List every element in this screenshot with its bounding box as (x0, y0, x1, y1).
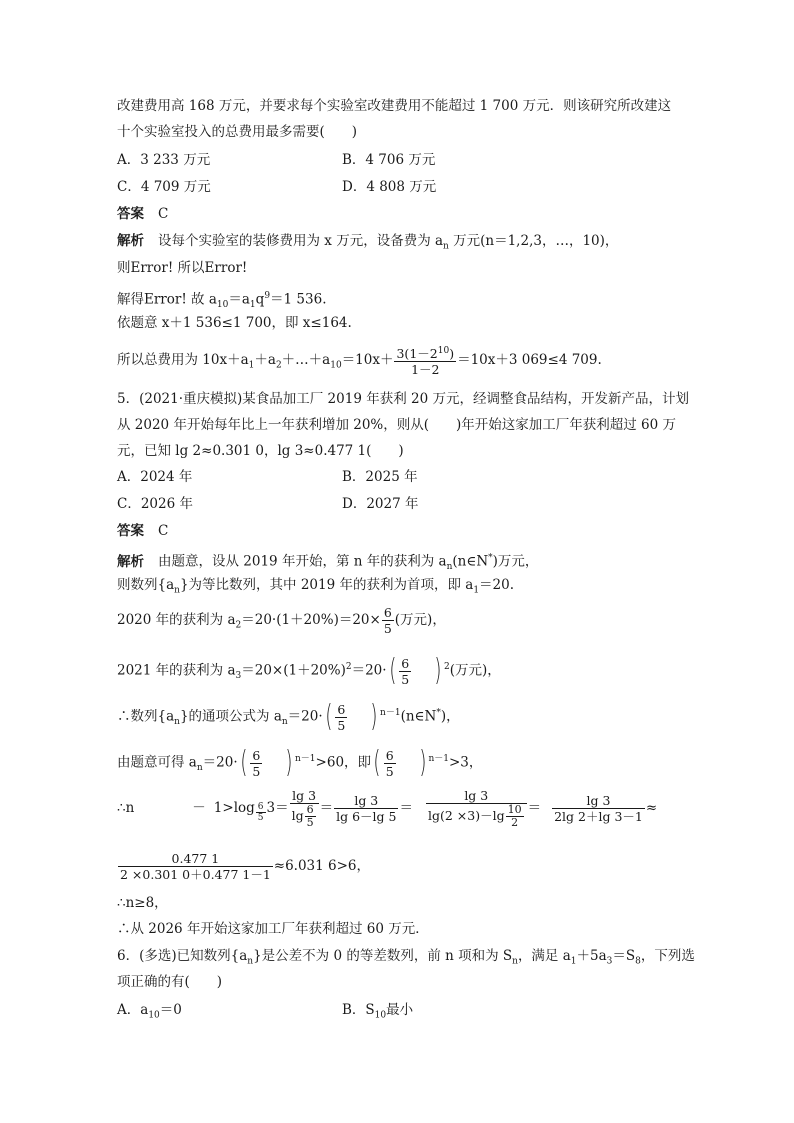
option-d: D．4 808 万元 (342, 179, 437, 195)
option-c: C．4 709 万元 (117, 179, 211, 195)
question-text: 6．(多选)已知数列$\{a_n\}$是公差不为 0 的等差数列，前 n 项和为 $S_n$，满足 $a_1+5a_3=S_8$，下列选 (117, 948, 695, 967)
option-d: D．2027 年 (342, 496, 419, 512)
fraction: $\frac{6}{5}$ (252, 747, 261, 779)
option-a: A．$a_{10}=0$ (117, 1002, 182, 1021)
option-b: B．$S_{10}$最小 (342, 1002, 414, 1021)
analysis-line: 则数列$\{a_n\}$为等比数列，其中 2019 年的获利为首项，即 $a_1=20$. (117, 577, 515, 596)
analysis-line: ∴n － 1>log $\frac{6}{5}$ 3＝ lg 3 lg $\frac{6}{5}$ ＝ $\frac{\lg 3}{\lg 6-\lg 5}$ ＝ lg 3 lg(2 ×3)－lg $\frac{10}{2}$ ＝ $\frac{\lg 3}{2\lg 2+\lg 3-1}$ ≈ (117, 788, 658, 829)
fraction: $\frac{\lg 3}{2\lg 2+\lg 3-1}$ (554, 793, 643, 824)
analysis-line: ∴数列$\{a_n\}$的通项公式为 $a_n=20\cdot$( $\frac{6}{5}$ ) $^{n-1}$(n∈N*)， (117, 699, 460, 734)
fraction: $\frac{6}{5}$ (383, 605, 392, 636)
analysis-line: $\frac{0.477 1}{2 \times 0.301 0+0.477 1-1}$ ≈6.031 6>6， (120, 851, 371, 882)
question-text: 改建费用高 168 万元，并要求每个实验室改建费用不能超过 1 700 万元．则该研究所改建这 (117, 98, 672, 114)
analysis-line: 解得Error! 故 $a_{10}=a_1q^9=1$ 536. (117, 291, 327, 311)
fraction: lg 3 lg $\frac{6}{5}$ (290, 788, 319, 829)
analysis-line: 2021 年的获利为 $a_3=20\times(1+20\%)^2=20\cdot$( $\frac{6}{5}$ ) $^2$(万元)， (117, 653, 501, 688)
option-a: A．2024 年 (117, 469, 193, 485)
analysis-line: 解析 设每个实验室的装修费用为 x 万元，设备费为 $a_n$ 万元(n＝1,2,3，…，10)， (117, 233, 619, 252)
fraction: $\frac{6}{5}$ (385, 747, 394, 779)
option-c: C．2026 年 (117, 496, 193, 512)
answer-value: C (158, 523, 169, 539)
answer-label: 答案 (117, 206, 144, 222)
option-b: B．4 706 万元 (342, 152, 436, 168)
option-a: A．3 233 万元 (117, 152, 211, 168)
answer-label: 答案 (117, 523, 144, 539)
answer-value: C (158, 206, 169, 222)
analysis-line: 依题意 x＋1 536≤1 700，即 x≤164. (117, 315, 352, 331)
fraction: $\frac{6}{5}$ (257, 802, 264, 823)
analysis-label: 解析 (117, 233, 144, 249)
question-text: 从 2020 年开始每年比上一年获利增加 20%，则从( )年开始这家加工厂年获利超过 60 万 (117, 417, 677, 433)
fraction: $\frac{0.477 1}{2 \times 0.301 0+0.477 1-1}$ (120, 851, 271, 882)
answer-line (117, 521, 168, 541)
analysis-line: 所以总费用为 $10x+a_1+a_2+\dots+a_{10}=10x+$ $\frac{3(1-2^{10})}{1-2}$ ＝10x＋3 069≤4 709. (117, 345, 602, 378)
analysis-line: 2020 年的获利为 $a_2=20\cdot(1+20\%)=20\times$ $\frac{6}{5}$ (万元)， (117, 605, 446, 636)
question-text: 元，已知 lg 2≈0.301 0，lg 3≈0.477 1( ) (117, 443, 404, 459)
analysis-line: 则Error! 所以Error! (117, 260, 248, 276)
analysis-line: 由题意可得 $a_n=20\cdot$( $\frac{6}{5}$ ) $^{n-1}$>60，即( $\frac{6}{5}$ ) $^{n-1}$>3， (117, 745, 483, 780)
question-text: 项正确的有( ) (117, 974, 223, 990)
analysis-line: 解析 由题意，设从 2019 年开始，第 n 年的获利为 $a_n(n\in N^*)$万元， (117, 553, 539, 573)
fraction: lg 3 lg(2 ×3)－lg $\frac{10}{2}$ (426, 788, 527, 829)
fraction: $\frac{6}{5}$ (337, 701, 346, 733)
question-text: 5．(2021·重庆模拟)某食品加工厂 2019 年获利 20 万元，经调整食品结构，开发新产品，计划 (117, 391, 689, 407)
analysis-line: ∴n≥8， (117, 895, 168, 911)
option-b: B．2025 年 (342, 469, 418, 485)
fraction: $\frac{3(1-2^{10})}{1-2}$ (396, 345, 455, 378)
answer-line (117, 204, 168, 224)
analysis-line: ∴从 2026 年开始这家加工厂年获利超过 60 万元． (117, 921, 429, 937)
fraction: $\frac{6}{5}$ (401, 655, 410, 687)
question-text: 十个实验室投入的总费用最多需要( ) (117, 124, 358, 140)
analysis-label: 解析 (117, 553, 144, 570)
fraction: $\frac{\lg 3}{\lg 6-\lg 5}$ (336, 793, 397, 824)
